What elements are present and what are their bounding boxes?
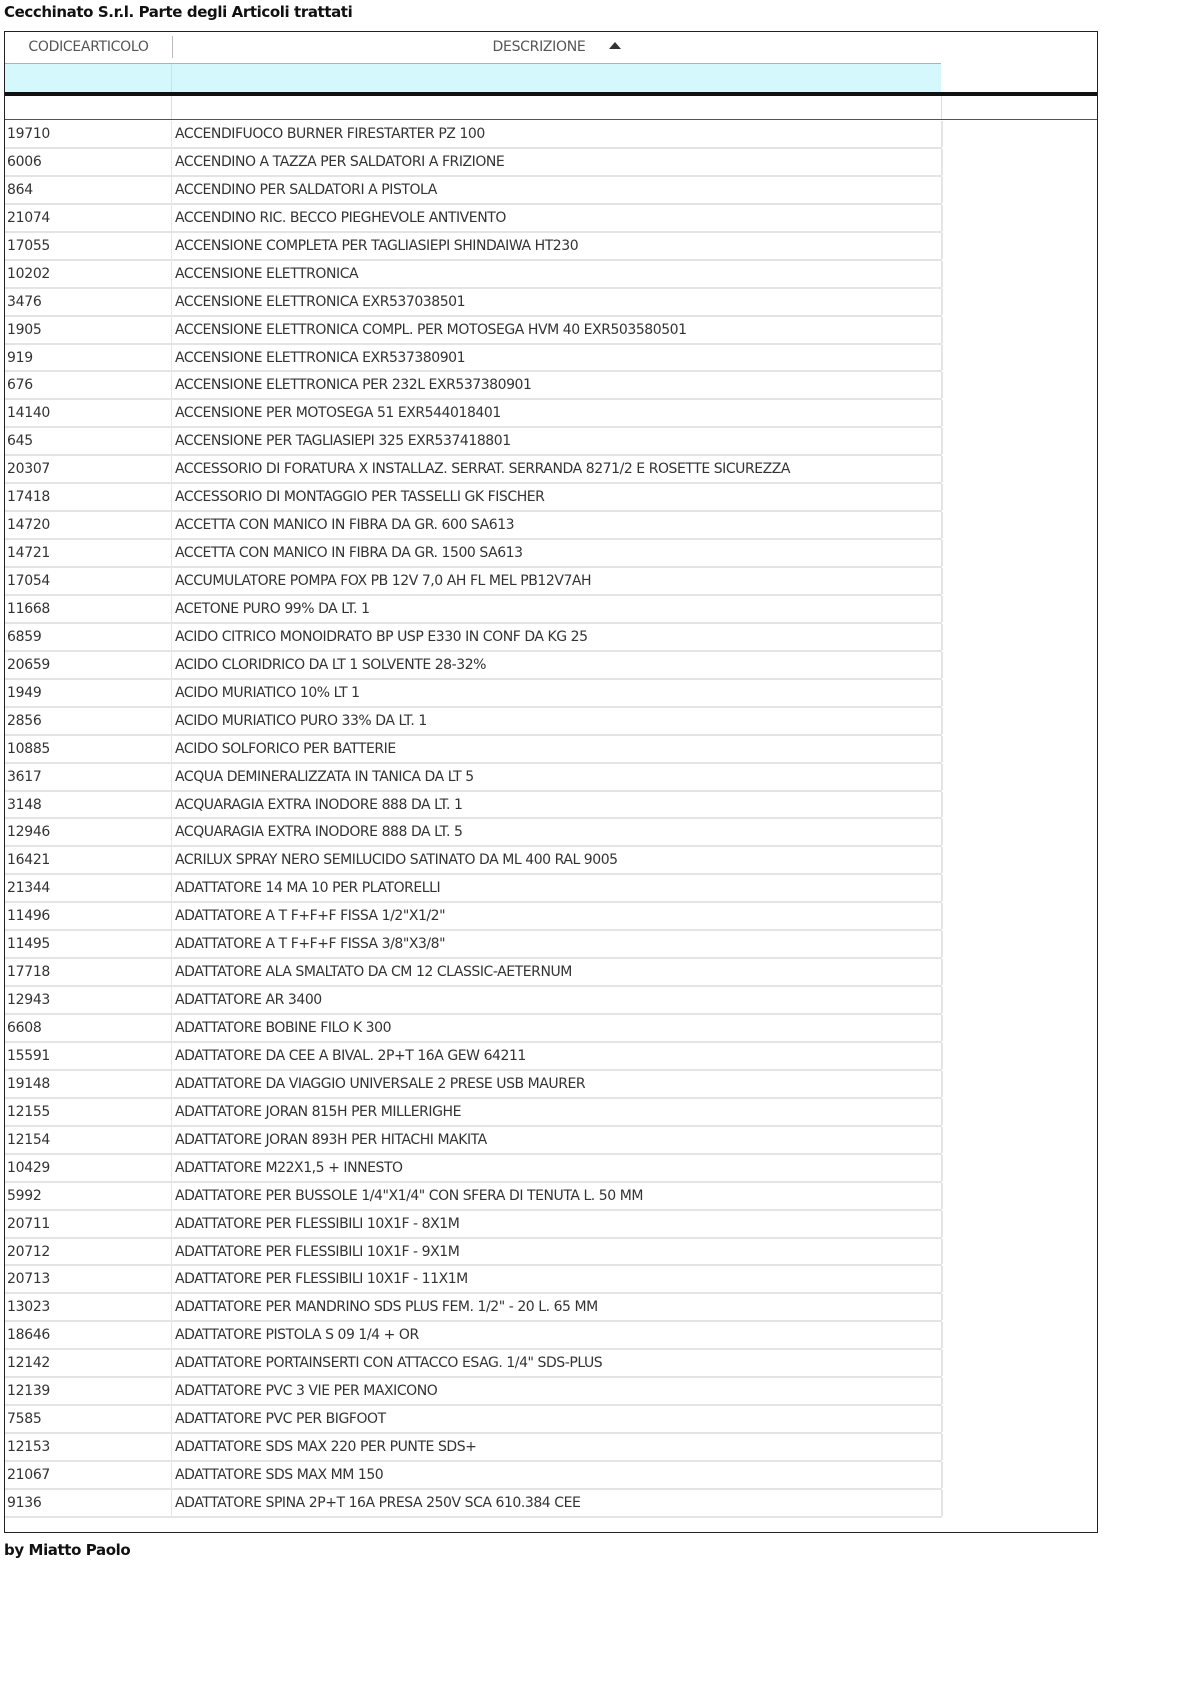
descrizione-cell[interactable]: ADATTATORE JORAN 893H PER HITACHI MAKITA bbox=[175, 1131, 487, 1148]
column-divider bbox=[171, 708, 172, 734]
column-divider bbox=[171, 317, 172, 343]
column-divider bbox=[171, 568, 172, 594]
column-divider bbox=[171, 1155, 172, 1181]
column-divider bbox=[171, 149, 172, 175]
column-divider bbox=[941, 289, 943, 315]
footer-credit: by Miatto Paolo bbox=[4, 1541, 131, 1559]
column-divider bbox=[941, 177, 943, 203]
codicearticolo-cell[interactable]: 3148 bbox=[7, 796, 42, 813]
table-row[interactable] bbox=[5, 289, 942, 317]
column-divider bbox=[941, 680, 943, 706]
column-divider bbox=[941, 428, 943, 454]
column-divider bbox=[941, 121, 943, 147]
sort-ascending-icon[interactable] bbox=[609, 42, 621, 49]
table-row[interactable] bbox=[5, 456, 942, 484]
codicearticolo-cell[interactable]: 864 bbox=[7, 181, 33, 198]
column-divider bbox=[171, 987, 172, 1013]
column-divider bbox=[941, 1099, 943, 1125]
codicearticolo-cell[interactable]: 15591 bbox=[7, 1047, 51, 1064]
codicearticolo-cell[interactable]: 14140 bbox=[7, 405, 51, 422]
column-divider bbox=[941, 931, 943, 957]
codicearticolo-cell[interactable]: 18646 bbox=[7, 1327, 51, 1344]
codicearticolo-cell[interactable]: 14721 bbox=[7, 545, 51, 562]
table-row[interactable] bbox=[5, 1294, 942, 1322]
column-divider bbox=[941, 456, 943, 482]
column-divider bbox=[941, 1434, 943, 1460]
column-header-descrizione[interactable] bbox=[173, 32, 941, 63]
descrizione-cell[interactable]: ACRILUX SPRAY NERO SEMILUCIDO SATINATO DA ML 400 RAL 9005 bbox=[175, 852, 618, 869]
table-row[interactable] bbox=[5, 177, 942, 205]
table-row[interactable] bbox=[5, 903, 942, 931]
column-divider bbox=[171, 484, 172, 510]
codicearticolo-cell[interactable]: 12155 bbox=[7, 1103, 51, 1120]
descrizione-cell[interactable]: ACCETTA CON MANICO IN FIBRA DA GR. 600 SA613 bbox=[175, 517, 515, 534]
column-divider bbox=[941, 764, 943, 790]
descrizione-cell[interactable]: ACCENSIONE ELETTRONICA COMPL. PER MOTOSEGA HVM 40 EXR503580501 bbox=[175, 321, 687, 338]
column-divider bbox=[941, 484, 943, 510]
table-row[interactable] bbox=[5, 1071, 942, 1099]
table-row[interactable] bbox=[5, 1322, 942, 1350]
column-divider bbox=[941, 987, 943, 1013]
grid-header bbox=[5, 32, 1097, 63]
descrizione-cell[interactable]: ACQUARAGIA EXTRA INODORE 888 DA LT. 5 bbox=[175, 824, 463, 841]
column-divider bbox=[171, 1043, 172, 1069]
column-header-codicearticolo[interactable] bbox=[5, 32, 172, 63]
column-divider bbox=[171, 456, 172, 482]
codicearticolo-cell[interactable]: 14720 bbox=[7, 517, 51, 534]
table-row[interactable] bbox=[5, 1155, 942, 1183]
column-divider bbox=[171, 400, 172, 426]
table-row[interactable] bbox=[5, 1266, 942, 1294]
column-divider bbox=[171, 931, 172, 957]
column-divider bbox=[941, 1378, 943, 1404]
codicearticolo-cell[interactable]: 11668 bbox=[7, 600, 51, 617]
table-row[interactable] bbox=[5, 959, 942, 987]
column-divider bbox=[171, 345, 172, 371]
column-divider bbox=[941, 400, 943, 426]
codicearticolo-cell[interactable]: 1905 bbox=[7, 321, 42, 338]
table-row[interactable] bbox=[5, 1350, 942, 1378]
codicearticolo-cell[interactable]: 6859 bbox=[7, 628, 42, 645]
table-row[interactable] bbox=[5, 121, 942, 149]
table-row[interactable] bbox=[5, 428, 942, 456]
filter-row bbox=[5, 63, 941, 92]
descrizione-cell[interactable]: ADATTATORE M22X1,5 + INNESTO bbox=[175, 1159, 403, 1176]
codicearticolo-cell[interactable]: 3617 bbox=[7, 768, 42, 785]
codicearticolo-cell[interactable]: 2856 bbox=[7, 712, 42, 729]
column-divider bbox=[171, 289, 172, 315]
table-row[interactable] bbox=[5, 317, 942, 345]
table-row[interactable] bbox=[5, 261, 942, 289]
column-divider bbox=[171, 624, 172, 650]
column-divider bbox=[941, 372, 943, 398]
page-title: Cecchinato S.r.l. Parte degli Articoli trattati bbox=[4, 3, 353, 21]
column-divider bbox=[941, 149, 943, 175]
descrizione-cell[interactable]: ADATTATORE PVC PER BIGFOOT bbox=[175, 1411, 386, 1428]
column-header-label: CODICEARTICOLO bbox=[28, 39, 149, 55]
table-row[interactable] bbox=[5, 708, 942, 736]
column-divider bbox=[941, 875, 943, 901]
column-divider bbox=[941, 1266, 943, 1292]
column-divider bbox=[941, 1015, 943, 1041]
descrizione-cell[interactable]: ACCENDINO A TAZZA PER SALDATORI A FRIZIONE bbox=[175, 153, 505, 170]
column-divider bbox=[171, 875, 172, 901]
codicearticolo-cell[interactable]: 12153 bbox=[7, 1439, 51, 1456]
grid-body bbox=[5, 121, 942, 1518]
descrizione-cell[interactable]: ADATTATORE DA CEE A BIVAL. 2P+T 16A GEW 64211 bbox=[175, 1047, 526, 1064]
column-divider bbox=[171, 1071, 172, 1097]
codicearticolo-cell[interactable]: 10202 bbox=[7, 265, 51, 282]
table-row[interactable] bbox=[5, 512, 942, 540]
column-divider bbox=[941, 1350, 943, 1376]
codicearticolo-cell[interactable]: 13023 bbox=[7, 1299, 51, 1316]
table-row[interactable] bbox=[5, 400, 942, 428]
codicearticolo-cell[interactable]: 16421 bbox=[7, 852, 51, 869]
column-divider bbox=[171, 512, 172, 538]
column-divider bbox=[171, 736, 172, 762]
codicearticolo-cell[interactable]: 5992 bbox=[7, 1187, 42, 1204]
codicearticolo-cell[interactable]: 17055 bbox=[7, 237, 51, 254]
descrizione-cell[interactable]: ACCENDINO PER SALDATORI A PISTOLA bbox=[175, 181, 437, 198]
new-row-descrizione-cell[interactable] bbox=[172, 96, 941, 119]
codicearticolo-cell[interactable]: 919 bbox=[7, 349, 33, 366]
descrizione-cell[interactable]: ACCENSIONE ELETTRONICA PER 232L EXR537380901 bbox=[175, 377, 532, 394]
descrizione-cell[interactable]: ADATTATORE PER FLESSIBILI 10X1F - 8X1M bbox=[175, 1215, 460, 1232]
table-row[interactable] bbox=[5, 1239, 942, 1267]
codicearticolo-cell[interactable]: 6608 bbox=[7, 1020, 42, 1036]
descrizione-cell[interactable]: ADATTATORE JORAN 815H PER MILLERIGHE bbox=[175, 1103, 461, 1120]
descrizione-cell[interactable]: ACCENSIONE ELETTRONICA bbox=[175, 265, 359, 282]
table-row[interactable] bbox=[5, 372, 942, 400]
descrizione-cell[interactable]: ACCENSIONE ELETTRONICA EXR537038501 bbox=[175, 293, 466, 310]
codicearticolo-cell[interactable]: 17418 bbox=[7, 489, 51, 506]
table-row[interactable] bbox=[5, 484, 942, 512]
table-row[interactable] bbox=[5, 1462, 942, 1490]
table-row[interactable] bbox=[5, 233, 942, 261]
column-divider bbox=[941, 736, 943, 762]
column-divider bbox=[941, 540, 943, 566]
descrizione-cell[interactable]: ADATTATORE PER FLESSIBILI 10X1F - 11X1M bbox=[175, 1271, 468, 1288]
descrizione-cell[interactable]: ADATTATORE PER MANDRINO SDS PLUS FEM. 1/2" - 20 L. 65 MM bbox=[175, 1299, 598, 1316]
column-divider bbox=[171, 652, 172, 678]
codicearticolo-cell[interactable]: 20659 bbox=[7, 656, 51, 673]
descrizione-cell[interactable]: ACCENSIONE PER MOTOSEGA 51 EXR544018401 bbox=[175, 405, 501, 422]
column-divider bbox=[171, 261, 172, 287]
table-row[interactable] bbox=[5, 736, 942, 764]
codicearticolo-cell[interactable]: 17054 bbox=[7, 573, 51, 589]
table-row[interactable] bbox=[5, 1015, 942, 1043]
codicearticolo-cell[interactable]: 21074 bbox=[7, 209, 51, 226]
column-divider bbox=[941, 568, 943, 594]
column-divider bbox=[171, 959, 172, 985]
codicearticolo-cell[interactable]: 20711 bbox=[7, 1215, 51, 1232]
articles-grid bbox=[4, 31, 1098, 1533]
descrizione-cell[interactable]: ACCUMULATORE POMPA FOX PB 12V 7,0 AH FL MEL PB12V7AH bbox=[175, 573, 592, 589]
column-divider bbox=[941, 233, 943, 259]
column-divider bbox=[941, 652, 943, 678]
column-divider bbox=[171, 233, 172, 259]
table-row[interactable] bbox=[5, 568, 942, 596]
descrizione-cell[interactable]: ACETONE PURO 99% DA LT. 1 bbox=[175, 600, 370, 617]
column-divider bbox=[941, 1043, 943, 1069]
column-divider bbox=[941, 1294, 943, 1320]
descrizione-cell[interactable]: ACIDO CITRICO MONOIDRATO BP USP E330 IN CONF DA KG 25 bbox=[175, 628, 588, 645]
column-divider bbox=[941, 792, 943, 818]
codicearticolo-cell[interactable]: 676 bbox=[7, 377, 33, 394]
table-row[interactable] bbox=[5, 1406, 942, 1434]
column-divider bbox=[171, 205, 172, 231]
descrizione-cell[interactable]: ADATTATORE SPINA 2P+T 16A PRESA 250V SCA 610.384 CEE bbox=[175, 1494, 581, 1511]
column-divider bbox=[941, 1183, 943, 1209]
descrizione-cell[interactable]: ACIDO MURIATICO PURO 33% DA LT. 1 bbox=[175, 712, 427, 729]
codicearticolo-cell[interactable]: 19710 bbox=[7, 126, 51, 142]
table-row[interactable] bbox=[5, 792, 942, 820]
column-divider bbox=[171, 1211, 172, 1237]
table-row[interactable] bbox=[5, 1043, 942, 1071]
codicearticolo-cell[interactable]: 12142 bbox=[7, 1355, 51, 1372]
column-divider bbox=[171, 1350, 172, 1376]
table-row[interactable] bbox=[5, 987, 942, 1015]
table-row[interactable] bbox=[5, 847, 942, 875]
codicearticolo-cell[interactable]: 20307 bbox=[7, 461, 51, 478]
descrizione-cell[interactable]: ADATTATORE A T F+F+F FISSA 1/2"X1/2" bbox=[175, 908, 446, 925]
column-divider bbox=[941, 1211, 943, 1237]
codicearticolo-cell[interactable]: 17718 bbox=[7, 964, 51, 981]
descrizione-cell[interactable]: ADATTATORE AR 3400 bbox=[175, 992, 322, 1009]
codicearticolo-cell[interactable]: 10885 bbox=[7, 740, 51, 757]
table-row[interactable] bbox=[5, 875, 942, 903]
descrizione-cell[interactable]: ADATTATORE PORTAINSERTI CON ATTACCO ESAG. 1/4" SDS-PLUS bbox=[175, 1355, 603, 1372]
column-divider bbox=[171, 1127, 172, 1153]
filter-descrizione-input[interactable] bbox=[172, 64, 941, 92]
column-divider bbox=[171, 121, 172, 147]
column-divider bbox=[171, 1266, 172, 1292]
column-divider bbox=[941, 959, 943, 985]
table-row[interactable] bbox=[5, 1183, 942, 1211]
descrizione-cell[interactable]: ADATTATORE SDS MAX 220 PER PUNTE SDS+ bbox=[175, 1439, 477, 1456]
descrizione-cell[interactable]: ADATTATORE 14 MA 10 PER PLATORELLI bbox=[175, 880, 441, 897]
descrizione-cell[interactable]: ACIDO MURIATICO 10% LT 1 bbox=[175, 684, 360, 701]
column-divider bbox=[171, 819, 172, 845]
column-divider bbox=[941, 512, 943, 538]
descrizione-cell[interactable]: ACCENDIFUOCO BURNER FIRESTARTER PZ 100 bbox=[175, 126, 485, 142]
table-row[interactable] bbox=[5, 596, 942, 624]
codicearticolo-cell[interactable]: 3476 bbox=[7, 293, 42, 310]
descrizione-cell[interactable]: ACCETTA CON MANICO IN FIBRA DA GR. 1500 SA613 bbox=[175, 545, 523, 562]
column-divider bbox=[171, 428, 172, 454]
column-divider bbox=[171, 680, 172, 706]
table-row[interactable] bbox=[5, 149, 942, 177]
table-row[interactable] bbox=[5, 1490, 942, 1518]
column-divider bbox=[171, 1406, 172, 1432]
codicearticolo-cell[interactable]: 1949 bbox=[7, 684, 42, 701]
column-divider bbox=[171, 1462, 172, 1488]
table-row[interactable] bbox=[5, 931, 942, 959]
descrizione-cell[interactable]: ACCENSIONE PER TAGLIASIEPI 325 EXR537418801 bbox=[175, 433, 511, 450]
column-divider bbox=[171, 1378, 172, 1404]
descrizione-cell[interactable]: ACIDO SOLFORICO PER BATTERIE bbox=[175, 740, 396, 757]
codicearticolo-cell[interactable]: 21067 bbox=[7, 1467, 51, 1483]
filter-codicearticolo-input[interactable] bbox=[5, 64, 171, 92]
column-divider bbox=[171, 847, 172, 873]
table-row[interactable] bbox=[5, 1434, 942, 1462]
codicearticolo-cell[interactable]: 21344 bbox=[7, 880, 51, 897]
column-divider bbox=[171, 1099, 172, 1125]
column-divider bbox=[941, 1127, 943, 1153]
column-divider bbox=[171, 596, 172, 622]
codicearticolo-cell[interactable]: 12154 bbox=[7, 1131, 51, 1148]
column-divider bbox=[941, 317, 943, 343]
descrizione-cell[interactable]: ADATTATORE ALA SMALTATO DA CM 12 CLASSIC-AETERNUM bbox=[175, 964, 572, 981]
table-row[interactable] bbox=[5, 1099, 942, 1127]
new-row bbox=[5, 92, 1097, 120]
column-header-label: DESCRIZIONE bbox=[492, 39, 586, 55]
codicearticolo-cell[interactable]: 20713 bbox=[7, 1271, 51, 1288]
column-divider bbox=[171, 1294, 172, 1320]
column-divider bbox=[941, 1071, 943, 1097]
column-divider bbox=[171, 903, 172, 929]
table-row[interactable] bbox=[5, 652, 942, 680]
column-divider bbox=[941, 1490, 943, 1516]
table-row[interactable] bbox=[5, 819, 942, 847]
table-row[interactable] bbox=[5, 345, 942, 373]
codicearticolo-cell[interactable]: 645 bbox=[7, 433, 33, 450]
table-row[interactable] bbox=[5, 764, 942, 792]
new-row-codicearticolo-cell[interactable] bbox=[5, 96, 171, 119]
column-divider bbox=[941, 624, 943, 650]
table-row[interactable] bbox=[5, 680, 942, 708]
column-divider bbox=[171, 792, 172, 818]
descrizione-cell[interactable]: ADATTATORE SDS MAX MM 150 bbox=[175, 1467, 384, 1483]
table-row[interactable] bbox=[5, 205, 942, 233]
table-row[interactable] bbox=[5, 1211, 942, 1239]
column-divider bbox=[941, 708, 943, 734]
column-divider bbox=[941, 819, 943, 845]
column-divider bbox=[941, 205, 943, 231]
descrizione-cell[interactable]: ADATTATORE BOBINE FILO K 300 bbox=[175, 1020, 392, 1036]
descrizione-cell[interactable]: ADATTATORE PER BUSSOLE 1/4"X1/4" CON SFERA DI TENUTA L. 50 MM bbox=[175, 1187, 643, 1204]
column-divider bbox=[941, 96, 942, 119]
column-divider bbox=[941, 1239, 943, 1265]
column-divider bbox=[171, 372, 172, 398]
codicearticolo-cell[interactable]: 11496 bbox=[7, 908, 51, 925]
descrizione-cell[interactable]: ACIDO CLORIDRICO DA LT 1 SOLVENTE 28-32% bbox=[175, 656, 487, 673]
column-divider bbox=[941, 596, 943, 622]
column-divider bbox=[171, 1239, 172, 1265]
descrizione-cell[interactable]: ACCENSIONE COMPLETA PER TAGLIASIEPI SHINDAIWA HT230 bbox=[175, 237, 579, 254]
codicearticolo-cell[interactable]: 9136 bbox=[7, 1494, 42, 1511]
codicearticolo-cell[interactable]: 12946 bbox=[7, 824, 51, 841]
column-divider bbox=[171, 1490, 172, 1516]
descrizione-cell[interactable]: ACQUARAGIA EXTRA INODORE 888 DA LT. 1 bbox=[175, 796, 463, 813]
codicearticolo-cell[interactable]: 19148 bbox=[7, 1075, 51, 1092]
column-divider bbox=[941, 903, 943, 929]
codicearticolo-cell[interactable]: 7585 bbox=[7, 1411, 42, 1428]
table-row[interactable] bbox=[5, 1378, 942, 1406]
descrizione-cell[interactable]: ACCESSORIO DI MONTAGGIO PER TASSELLI GK FISCHER bbox=[175, 489, 545, 506]
descrizione-cell[interactable]: ADATTATORE PER FLESSIBILI 10X1F - 9X1M bbox=[175, 1243, 460, 1260]
codicearticolo-cell[interactable]: 10429 bbox=[7, 1159, 51, 1176]
descrizione-cell[interactable]: ACCESSORIO DI FORATURA X INSTALLAZ. SERRAT. SERRANDA 8271/2 E ROSETTE SICUREZZA bbox=[175, 461, 791, 478]
column-divider bbox=[171, 1434, 172, 1460]
column-divider bbox=[941, 1322, 943, 1348]
descrizione-cell[interactable]: ADATTATORE PISTOLA S 09 1/4 + OR bbox=[175, 1327, 419, 1344]
column-divider bbox=[171, 540, 172, 566]
column-divider bbox=[171, 1322, 172, 1348]
descrizione-cell[interactable]: ACCENDINO RIC. BECCO PIEGHEVOLE ANTIVENTO bbox=[175, 209, 506, 226]
table-row[interactable] bbox=[5, 540, 942, 568]
column-divider bbox=[171, 1015, 172, 1041]
descrizione-cell[interactable]: ADATTATORE PVC 3 VIE PER MAXICONO bbox=[175, 1383, 438, 1400]
codicearticolo-cell[interactable]: 6006 bbox=[7, 153, 42, 170]
codicearticolo-cell[interactable]: 11495 bbox=[7, 936, 51, 953]
column-divider bbox=[941, 1155, 943, 1181]
table-row[interactable] bbox=[5, 624, 942, 652]
table-row[interactable] bbox=[5, 1127, 942, 1155]
column-divider bbox=[941, 1462, 943, 1488]
descrizione-cell[interactable]: ADATTATORE DA VIAGGIO UNIVERSALE 2 PRESE USB MAURER bbox=[175, 1075, 586, 1092]
codicearticolo-cell[interactable]: 12943 bbox=[7, 992, 51, 1009]
column-divider bbox=[941, 261, 943, 287]
column-divider bbox=[941, 1406, 943, 1432]
column-divider bbox=[171, 764, 172, 790]
codicearticolo-cell[interactable]: 12139 bbox=[7, 1383, 51, 1400]
codicearticolo-cell[interactable]: 20712 bbox=[7, 1243, 51, 1260]
column-divider bbox=[941, 345, 943, 371]
column-divider bbox=[171, 1183, 172, 1209]
column-divider bbox=[941, 847, 943, 873]
descrizione-cell[interactable]: ADATTATORE A T F+F+F FISSA 3/8"X3/8" bbox=[175, 936, 446, 953]
descrizione-cell[interactable]: ACQUA DEMINERALIZZATA IN TANICA DA LT 5 bbox=[175, 768, 474, 785]
column-divider bbox=[171, 177, 172, 203]
descrizione-cell[interactable]: ACCENSIONE ELETTRONICA EXR537380901 bbox=[175, 349, 466, 366]
